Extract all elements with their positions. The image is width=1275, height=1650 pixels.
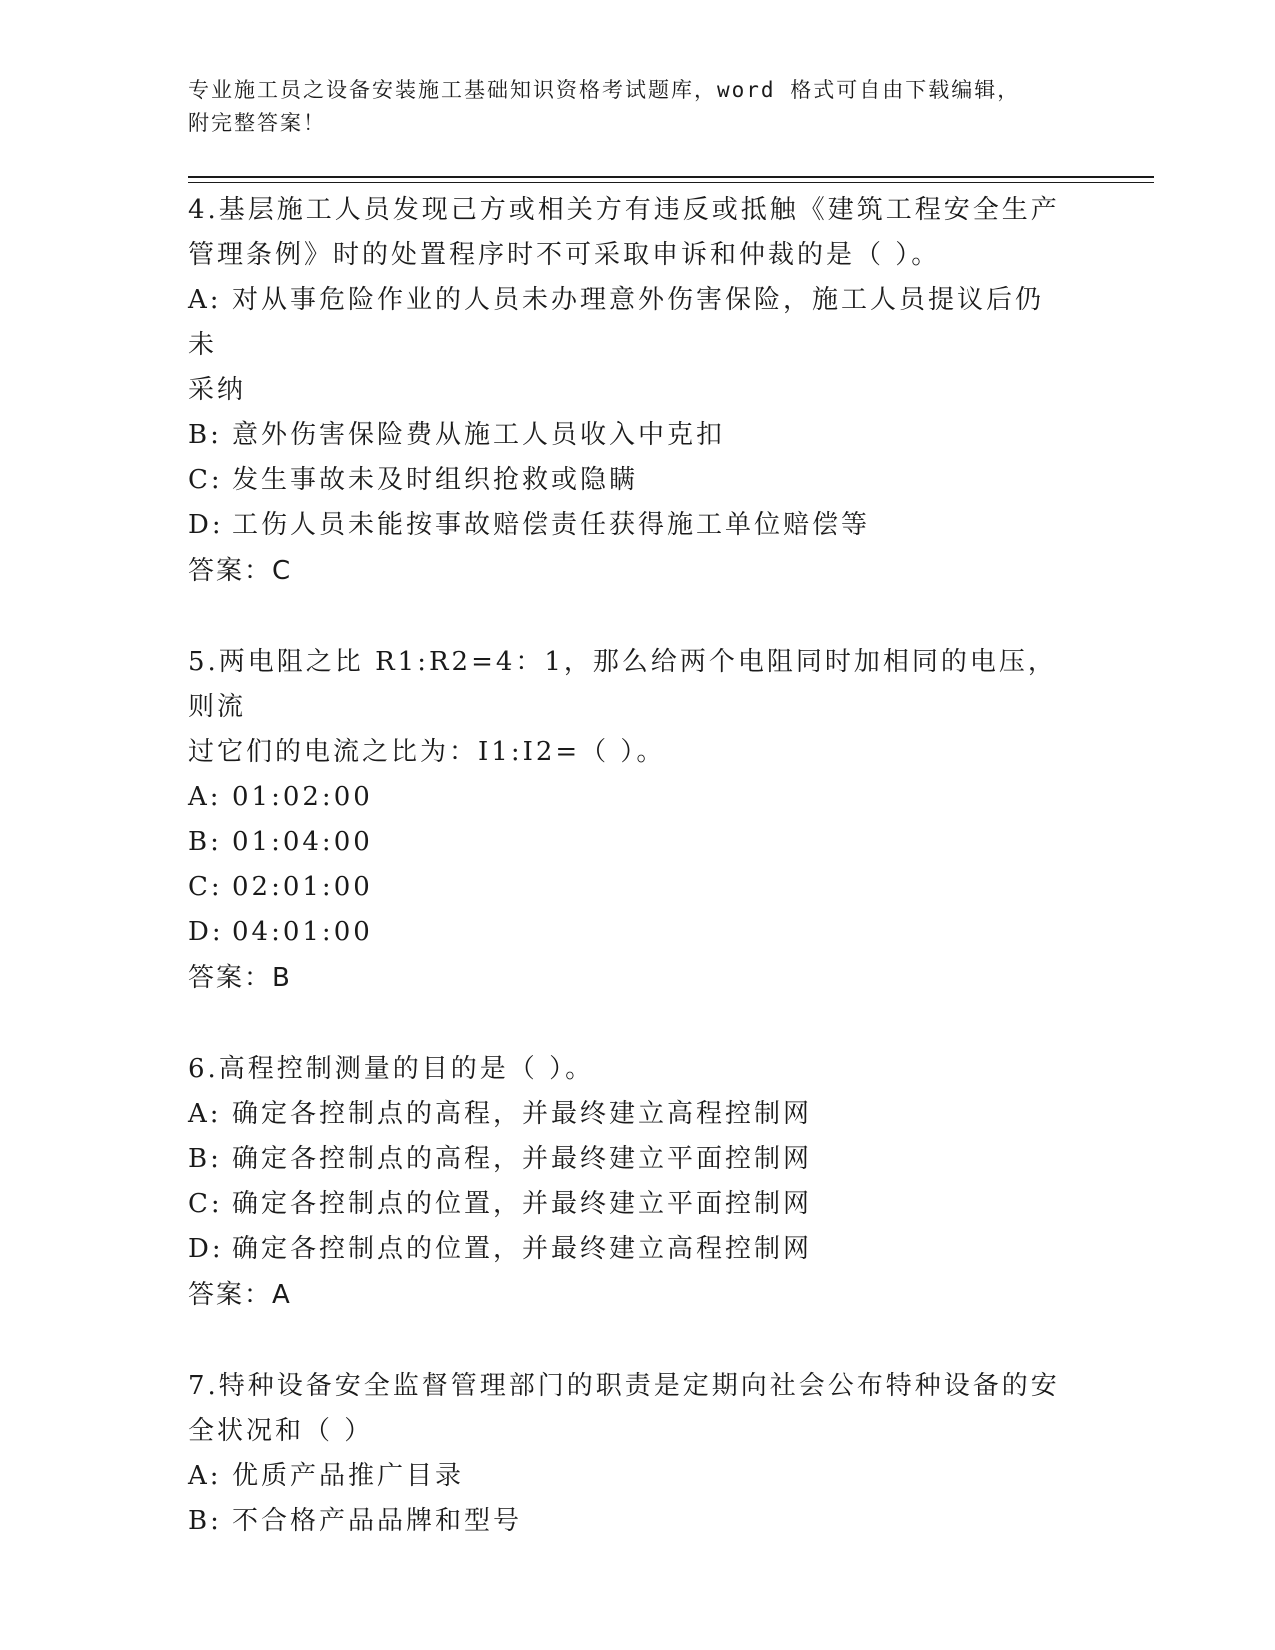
option-text: 发生事故未及时组织抢救或隐瞒 — [232, 465, 639, 495]
option-a — [188, 775, 1068, 820]
question-stem: 管理条例》时的处置程序时不可采取申诉和仲裁的是（ ）。 — [188, 240, 941, 270]
question-stem: 过它们的电流之比为：I1:I2=（ ）。 — [188, 737, 666, 767]
answer-line: 答案：B — [188, 963, 292, 993]
option-letter: D: — [188, 917, 224, 947]
option-b — [188, 413, 1068, 458]
option-letter: B: — [188, 827, 222, 857]
option-text: 04:01:00 — [232, 917, 373, 947]
question-stem: 5.两电阻之比 R1:R2=4：1，那么给两个电阻同时加相同的电压，则流 — [188, 647, 1057, 722]
question-7 — [188, 1364, 1068, 1544]
option-letter: C: — [188, 1189, 223, 1219]
option-text: 01:02:00 — [232, 782, 373, 812]
question-stem: 6.高程控制测量的目的是（ ）。 — [188, 1054, 595, 1084]
option-c — [188, 1182, 1068, 1227]
option-text: 确定各控制点的位置，并最终建立高程控制网 — [232, 1234, 813, 1264]
option-letter: A: — [188, 1099, 222, 1129]
option-c — [188, 865, 1068, 910]
option-text: 确定各控制点的高程，并最终建立高程控制网 — [232, 1099, 813, 1129]
question-stem: 全状况和（ ） — [188, 1416, 374, 1446]
option-text: 确定各控制点的位置，并最终建立平面控制网 — [232, 1189, 813, 1219]
option-letter: A: — [188, 285, 222, 315]
header-divider-thick — [188, 176, 1154, 178]
option-text: 工伤人员未能按事故赔偿责任获得施工单位赔偿等 — [232, 510, 871, 540]
document-header — [188, 74, 1068, 140]
question-list — [188, 188, 1068, 1544]
option-a-continued: 采纳 — [188, 375, 247, 405]
option-b — [188, 820, 1068, 865]
header-line-1: 专业施工员之设备安装施工基础知识资格考试题库，word 格式可自由下载编辑， — [188, 78, 1021, 102]
option-letter: B: — [188, 1144, 222, 1174]
option-text: 对从事危险作业的人员未办理意外伤害保险，施工人员提议后仍未 — [188, 285, 1045, 360]
option-letter: A: — [188, 782, 222, 812]
option-letter: C: — [188, 872, 223, 902]
answer-line: 答案：C — [188, 556, 293, 586]
option-text: 意外伤害保险费从施工人员收入中克扣 — [232, 420, 726, 450]
option-text: 确定各控制点的高程，并最终建立平面控制网 — [232, 1144, 813, 1174]
question-spacer — [188, 1001, 1068, 1047]
option-text: 01:04:00 — [232, 827, 373, 857]
option-b — [188, 1499, 1068, 1544]
option-a — [188, 1092, 1068, 1137]
question-stem: 4.基层施工人员发现己方或相关方有违反或抵触《建筑工程安全生产 — [188, 195, 1060, 225]
question-4 — [188, 188, 1068, 594]
option-b — [188, 1137, 1068, 1182]
option-letter: B: — [188, 1506, 222, 1536]
header-line-2: 附完整答案！ — [188, 111, 326, 135]
option-text: 优质产品推广目录 — [232, 1461, 465, 1491]
option-a — [188, 278, 1068, 368]
option-letter: D: — [188, 1234, 224, 1264]
question-spacer — [188, 594, 1068, 640]
question-6 — [188, 1047, 1068, 1318]
option-letter: D: — [188, 510, 224, 540]
question-spacer — [188, 1318, 1068, 1364]
option-letter: B: — [188, 420, 222, 450]
option-text: 02:01:00 — [232, 872, 373, 902]
option-d — [188, 910, 1068, 955]
option-d — [188, 1227, 1068, 1272]
option-letter: C: — [188, 465, 223, 495]
option-a — [188, 1454, 1068, 1499]
question-stem: 7.特种设备安全监督管理部门的职责是定期向社会公布特种设备的安 — [188, 1371, 1060, 1401]
option-letter: A: — [188, 1461, 222, 1491]
option-text: 不合格产品品牌和型号 — [232, 1506, 523, 1536]
option-c — [188, 458, 1068, 503]
question-5 — [188, 640, 1068, 1001]
header-divider-thin — [188, 182, 1154, 183]
option-d — [188, 503, 1068, 548]
answer-line: 答案：A — [188, 1280, 292, 1310]
